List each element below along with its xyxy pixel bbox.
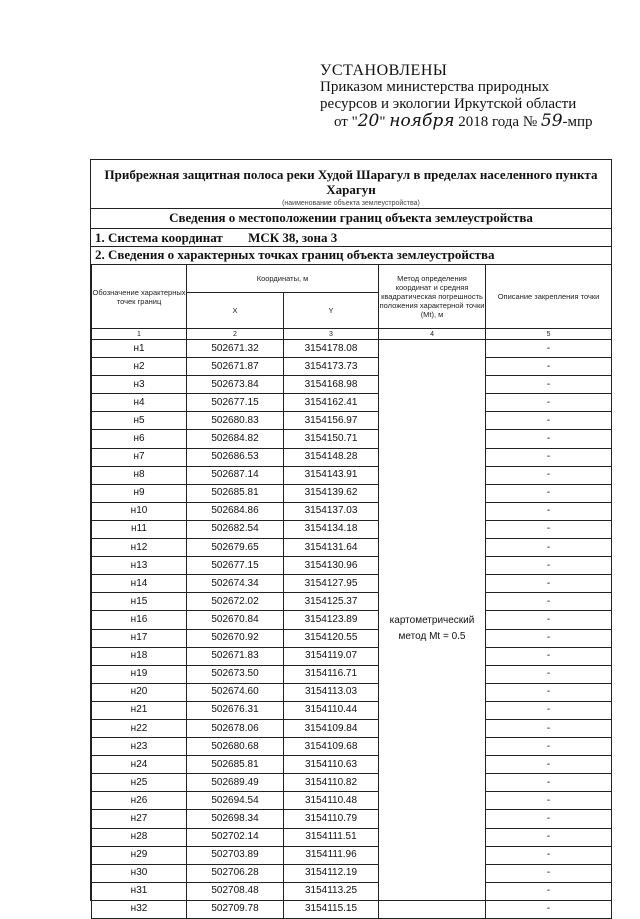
description-cell: - xyxy=(486,575,612,593)
x-cell: 502673.50 xyxy=(187,665,284,683)
table-row xyxy=(92,846,612,864)
description-cell: - xyxy=(486,539,612,557)
point-cell: н20 xyxy=(92,683,187,701)
description-cell: - xyxy=(486,719,612,737)
table-row xyxy=(92,340,612,358)
table-row xyxy=(92,810,612,828)
y-cell: 3154109.84 xyxy=(284,719,379,737)
approval-date-line xyxy=(320,113,620,131)
point-cell: н15 xyxy=(92,593,187,611)
coord-system-label: 1. Система координат xyxy=(95,230,223,245)
description-cell: - xyxy=(486,557,612,575)
y-cell: 3154110.82 xyxy=(284,774,379,792)
header-x: X xyxy=(187,293,284,329)
x-cell: 502685.81 xyxy=(187,484,284,502)
y-cell: 3154137.03 xyxy=(284,502,379,520)
y-cell: 3154111.51 xyxy=(284,828,379,846)
x-cell: 502670.84 xyxy=(187,611,284,629)
approval-quote: " xyxy=(379,114,386,130)
x-cell: 502674.60 xyxy=(187,683,284,701)
y-cell: 3154115.15 xyxy=(284,900,379,918)
description-cell: - xyxy=(486,358,612,376)
description-cell: - xyxy=(486,520,612,538)
y-cell: 3154130.96 xyxy=(284,557,379,575)
x-cell: 502703.89 xyxy=(187,846,284,864)
y-cell: 3154123.89 xyxy=(284,611,379,629)
description-cell: - xyxy=(486,502,612,520)
y-cell: 3154110.44 xyxy=(284,701,379,719)
x-cell: 502680.83 xyxy=(187,412,284,430)
description-cell: - xyxy=(486,864,612,882)
approval-day: 20 xyxy=(357,111,380,131)
table-row xyxy=(92,412,612,430)
object-title-caption: (наименование объекта землеустройства) xyxy=(282,200,420,207)
point-cell: н7 xyxy=(92,448,187,466)
y-cell: 3154150.71 xyxy=(284,430,379,448)
table-row xyxy=(92,683,612,701)
x-cell: 502698.34 xyxy=(187,810,284,828)
description-cell: - xyxy=(486,701,612,719)
point-cell: н32 xyxy=(92,900,187,918)
table-row xyxy=(92,792,612,810)
point-cell: н2 xyxy=(92,358,187,376)
y-cell: 3154134.18 xyxy=(284,520,379,538)
y-cell: 3154168.98 xyxy=(284,376,379,394)
x-cell: 502685.81 xyxy=(187,756,284,774)
y-cell: 3154162.41 xyxy=(284,394,379,412)
point-cell: н22 xyxy=(92,719,187,737)
x-cell: 502677.15 xyxy=(187,557,284,575)
y-cell: 3154139.62 xyxy=(284,484,379,502)
y-cell: 3154110.63 xyxy=(284,756,379,774)
y-cell: 3154113.25 xyxy=(284,882,379,900)
x-cell: 502706.28 xyxy=(187,864,284,882)
table-row xyxy=(92,647,612,665)
header-method: Метод определения координат и средняя квадратическая погрешность положения характерной точки (Mt), м xyxy=(379,265,486,329)
document-frame xyxy=(90,159,612,915)
column-number-1: 1 xyxy=(92,329,187,340)
point-cell: н11 xyxy=(92,520,187,538)
point-cell: н17 xyxy=(92,629,187,647)
y-cell: 3154110.79 xyxy=(284,810,379,828)
x-cell: 502687.14 xyxy=(187,466,284,484)
x-cell: 502671.87 xyxy=(187,358,284,376)
table-row xyxy=(92,611,612,629)
y-cell: 3154120.55 xyxy=(284,629,379,647)
point-cell: н25 xyxy=(92,774,187,792)
x-cell: 502672.02 xyxy=(187,593,284,611)
table-row xyxy=(92,864,612,882)
table-row xyxy=(92,448,612,466)
description-cell: - xyxy=(486,900,612,918)
y-cell: 3154110.48 xyxy=(284,792,379,810)
x-cell: 502671.32 xyxy=(187,340,284,358)
y-cell: 3154127.95 xyxy=(284,575,379,593)
description-cell: - xyxy=(486,466,612,484)
column-number-3: 3 xyxy=(284,329,379,340)
description-cell: - xyxy=(486,412,612,430)
description-cell: - xyxy=(486,340,612,358)
x-cell: 502680.68 xyxy=(187,738,284,756)
coordinates-table xyxy=(91,264,612,919)
description-cell: - xyxy=(486,882,612,900)
table-row xyxy=(92,484,612,502)
table-row xyxy=(92,828,612,846)
y-cell: 3154156.97 xyxy=(284,412,379,430)
table-row xyxy=(92,575,612,593)
description-cell: - xyxy=(486,629,612,647)
approval-line-2: ресурсов и экологии Иркутской области xyxy=(320,96,577,112)
point-cell: н28 xyxy=(92,828,187,846)
table-row xyxy=(92,376,612,394)
x-cell: 502684.86 xyxy=(187,502,284,520)
table-row xyxy=(92,593,612,611)
x-cell: 502679.65 xyxy=(187,539,284,557)
x-cell: 502678.06 xyxy=(187,719,284,737)
description-cell: - xyxy=(486,484,612,502)
description-cell: - xyxy=(486,774,612,792)
description-cell: - xyxy=(486,448,612,466)
y-cell: 3154119.07 xyxy=(284,647,379,665)
approval-from: от " xyxy=(334,114,358,130)
point-cell: н14 xyxy=(92,575,187,593)
description-cell: - xyxy=(486,665,612,683)
description-cell: - xyxy=(486,376,612,394)
header-coords: Координаты, м xyxy=(187,265,379,293)
column-number-2: 2 xyxy=(187,329,284,340)
point-cell: н9 xyxy=(92,484,187,502)
table-row xyxy=(92,557,612,575)
description-cell: - xyxy=(486,810,612,828)
point-cell: н5 xyxy=(92,412,187,430)
x-cell: 502694.54 xyxy=(187,792,284,810)
approval-number: 59 xyxy=(540,111,563,131)
y-cell: 3154109.68 xyxy=(284,738,379,756)
x-cell: 502684.82 xyxy=(187,430,284,448)
point-cell: н24 xyxy=(92,756,187,774)
table-row xyxy=(92,900,612,918)
x-cell: 502709.78 xyxy=(187,900,284,918)
approval-month: ноября xyxy=(389,111,455,131)
object-title: Прибрежная защитная полоса реки Худой Шарагул в пределах населенного пункта Харагун xyxy=(104,167,598,197)
y-cell: 3154148.28 xyxy=(284,448,379,466)
y-cell: 3154111.96 xyxy=(284,846,379,864)
point-cell: н1 xyxy=(92,340,187,358)
point-cell: н31 xyxy=(92,882,187,900)
description-cell: - xyxy=(486,430,612,448)
table-row xyxy=(92,358,612,376)
y-cell: 3154113.03 xyxy=(284,683,379,701)
x-cell: 502673.84 xyxy=(187,376,284,394)
table-row xyxy=(92,665,612,683)
table-row xyxy=(92,701,612,719)
approval-stamp xyxy=(320,62,620,131)
x-cell: 502670.92 xyxy=(187,629,284,647)
description-cell: - xyxy=(486,828,612,846)
point-cell: н16 xyxy=(92,611,187,629)
description-cell: - xyxy=(486,394,612,412)
column-number-4: 4 xyxy=(379,329,486,340)
y-cell: 3154112.19 xyxy=(284,864,379,882)
table-row xyxy=(92,520,612,538)
table-row xyxy=(92,738,612,756)
y-cell: 3154125.37 xyxy=(284,593,379,611)
coordinates-body xyxy=(92,340,612,919)
description-cell: - xyxy=(486,593,612,611)
x-cell: 502674.34 xyxy=(187,575,284,593)
description-cell: - xyxy=(486,647,612,665)
table-row xyxy=(92,882,612,900)
table-row xyxy=(92,430,612,448)
point-cell: н19 xyxy=(92,665,187,683)
x-cell: 502682.54 xyxy=(187,520,284,538)
point-cell: н26 xyxy=(92,792,187,810)
table-row xyxy=(92,394,612,412)
point-cell: н18 xyxy=(92,647,187,665)
approval-title: УСТАНОВЛЕНЫ xyxy=(320,62,448,79)
approval-line-1: Приказом министерства природных xyxy=(320,79,550,95)
column-number-5: 5 xyxy=(486,329,612,340)
point-cell: н13 xyxy=(92,557,187,575)
y-cell: 3154178.08 xyxy=(284,340,379,358)
table-row xyxy=(92,629,612,647)
description-cell: - xyxy=(486,792,612,810)
description-cell: - xyxy=(486,756,612,774)
table-row xyxy=(92,756,612,774)
point-cell: н21 xyxy=(92,701,187,719)
section-location-title: Сведения о местоположении границ объекта землеустройства xyxy=(169,210,533,225)
approval-year: 2018 года № xyxy=(458,114,538,130)
header-description: Описание закрепления точки xyxy=(486,265,612,329)
point-cell: н10 xyxy=(92,502,187,520)
header-y: Y xyxy=(284,293,379,329)
x-cell: 502689.49 xyxy=(187,774,284,792)
table-row xyxy=(92,502,612,520)
description-cell: - xyxy=(486,846,612,864)
header-point: Обозначение характерных точек границ xyxy=(92,265,187,329)
description-cell: - xyxy=(486,611,612,629)
section-points-title: 2. Сведения о характерных точках границ объекта землеустройства xyxy=(95,247,495,262)
table-row xyxy=(92,774,612,792)
x-cell: 502708.48 xyxy=(187,882,284,900)
coord-system-value: МСК 38, зона 3 xyxy=(248,230,338,245)
x-cell: 502686.53 xyxy=(187,448,284,466)
table-row xyxy=(92,539,612,557)
point-cell: н27 xyxy=(92,810,187,828)
point-cell: н23 xyxy=(92,738,187,756)
y-cell: 3154116.71 xyxy=(284,665,379,683)
point-cell: н4 xyxy=(92,394,187,412)
method-cell: картометрический метод Mt = 0.5 xyxy=(379,340,486,919)
y-cell: 3154143.91 xyxy=(284,466,379,484)
y-cell: 3154131.64 xyxy=(284,539,379,557)
point-cell: н29 xyxy=(92,846,187,864)
point-cell: н30 xyxy=(92,864,187,882)
x-cell: 502677.15 xyxy=(187,394,284,412)
description-cell: - xyxy=(486,683,612,701)
point-cell: н12 xyxy=(92,539,187,557)
approval-suffix: -мпр xyxy=(562,114,593,130)
point-cell: н3 xyxy=(92,376,187,394)
table-row xyxy=(92,719,612,737)
point-cell: н8 xyxy=(92,466,187,484)
x-cell: 502671.83 xyxy=(187,647,284,665)
x-cell: 502702.14 xyxy=(187,828,284,846)
x-cell: 502676.31 xyxy=(187,701,284,719)
point-cell: н6 xyxy=(92,430,187,448)
description-cell: - xyxy=(486,738,612,756)
table-row xyxy=(92,466,612,484)
y-cell: 3154173.73 xyxy=(284,358,379,376)
